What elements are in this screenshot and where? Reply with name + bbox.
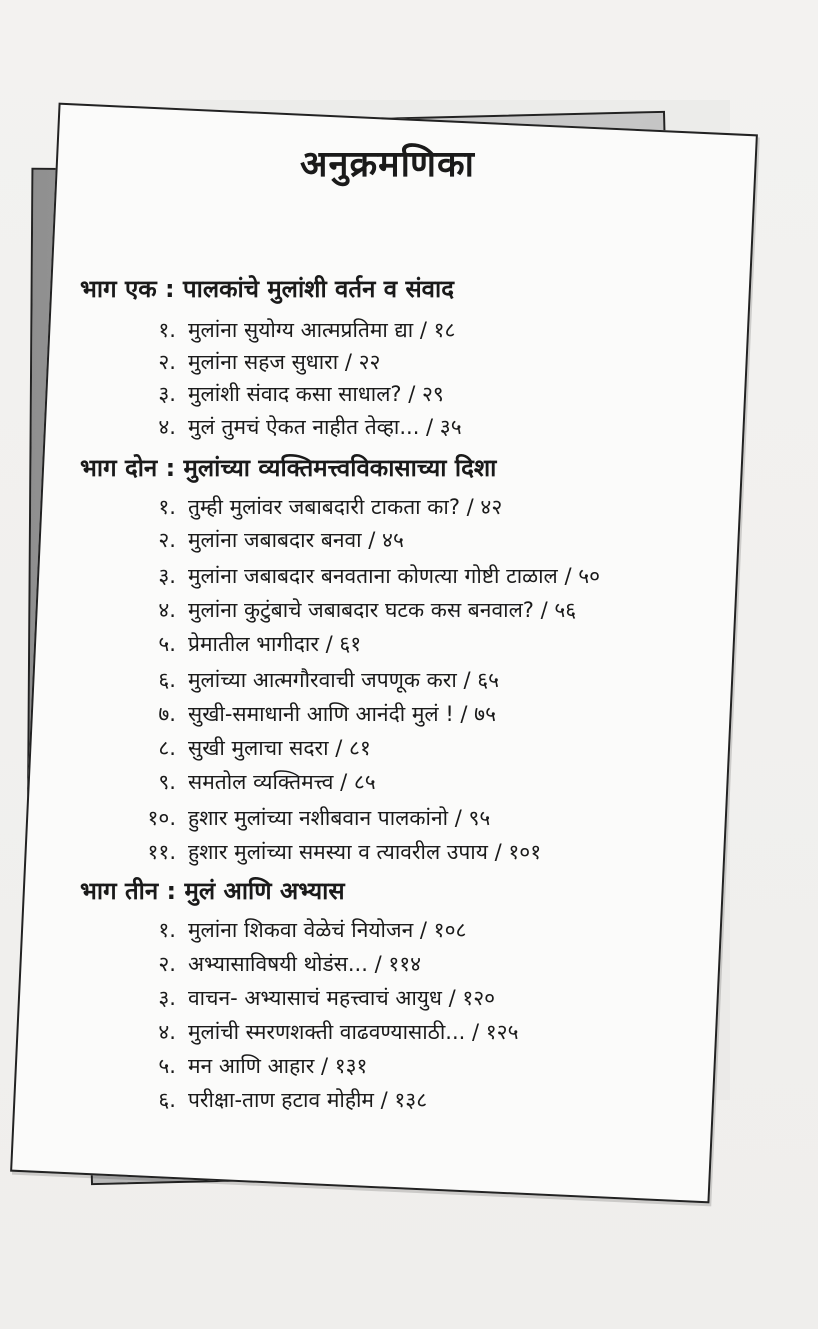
item-title: मुलांना सहज सुधारा / २२: [188, 350, 381, 374]
part-heading: भाग दोन : मुलांच्या व्यक्तिमत्त्वविकासाच्या दिशा: [80, 454, 497, 482]
item-title: मुलांच्या आत्मगौरवाची जपणूक करा / ६५: [188, 668, 500, 692]
list-item: [130, 630, 361, 658]
item-number: ११.: [147, 840, 176, 864]
item-title: सुखी-समाधानी आणि आनंदी मुलं ! / ७५: [188, 702, 497, 726]
list-item: [130, 984, 495, 1012]
list-item: [130, 734, 371, 762]
item-number: ४.: [158, 598, 176, 622]
list-item: [130, 316, 455, 344]
item-number: ९.: [158, 770, 176, 794]
item-title: समतोल व्यक्तिमत्त्व / ८५: [188, 770, 376, 794]
list-item: [130, 348, 380, 376]
item-title: मुलांना कुटुंबाचे जबाबदार घटक कस बनवाल? / ५६: [188, 598, 577, 622]
list-item: [130, 1018, 519, 1046]
item-title: वाचन- अभ्यासाचं महत्त्वाचं आयुध / १२०: [188, 986, 496, 1010]
list-item: [130, 666, 499, 694]
item-number: ७.: [158, 702, 176, 726]
item-number: २.: [158, 952, 176, 976]
item-title: हुशार मुलांच्या नशीबवान पालकांनो / ९५: [188, 806, 491, 830]
item-title: मुलं तुमचं ऐकत नाहीत तेव्हा... / ३५: [188, 415, 462, 439]
item-title: मुलांना शिकवा वेळेचं नियोजन / १०८: [188, 918, 467, 942]
item-title: सुखी मुलाचा सदरा / ८१: [188, 736, 371, 760]
item-number: ४.: [158, 1020, 176, 1044]
item-title: मुलांना जबाबदार बनवताना कोणत्या गोष्टी टाळाल / ५०: [188, 564, 601, 588]
list-item: [130, 838, 541, 866]
item-number: ५.: [158, 1054, 176, 1078]
item-number: १.: [158, 918, 176, 942]
list-item: [130, 950, 421, 978]
item-number: १.: [158, 318, 176, 342]
item-number: ४.: [158, 415, 176, 439]
list-item: [130, 1086, 427, 1114]
page-title: अनुक्रमणिका: [300, 144, 475, 185]
item-number: २.: [158, 528, 176, 552]
part-heading: भाग एक : पालकांचे मुलांशी वर्तन व संवाद: [80, 275, 454, 303]
item-title: तुम्ही मुलांवर जबाबदारी टाकता का? / ४२: [188, 495, 503, 519]
item-number: ६.: [158, 668, 176, 692]
item-number: ५.: [158, 632, 176, 656]
item-number: ६.: [158, 1088, 176, 1112]
item-title: मुलांची स्मरणशक्ती वाढवण्यासाठी... / १२५: [188, 1020, 519, 1044]
item-title: हुशार मुलांच्या समस्या व त्यावरील उपाय / १०१: [188, 840, 542, 864]
item-number: ३.: [158, 986, 176, 1010]
item-number: ८.: [158, 736, 176, 760]
item-number: १०.: [147, 806, 176, 830]
item-number: २.: [158, 350, 176, 374]
list-item: [130, 768, 376, 796]
item-title: मुलांना जबाबदार बनवा / ४५: [188, 528, 404, 552]
list-item: [130, 413, 462, 441]
list-item: [130, 380, 444, 408]
part-heading: भाग तीन : मुलं आणि अभ्यास: [80, 877, 345, 905]
list-item: [130, 526, 404, 554]
item-number: १.: [158, 495, 176, 519]
item-title: प्रेमातील भागीदार / ६१: [188, 632, 362, 656]
item-number: ३.: [158, 382, 176, 406]
list-item: [130, 916, 466, 944]
item-title: अभ्यासाविषयी थोडंस... / ११४: [188, 952, 422, 976]
item-title: परीक्षा-ताण हटाव मोहीम / १३८: [188, 1088, 428, 1112]
item-title: मुलांशी संवाद कसा साधाल? / २९: [188, 382, 444, 406]
item-title: मुलांना सुयोग्य आत्मप्रतिमा द्या / १८: [188, 318, 456, 342]
list-item: [130, 804, 490, 832]
item-title: मन आणि आहार / १३१: [188, 1054, 368, 1078]
list-item: [130, 562, 600, 590]
list-item: [130, 493, 502, 521]
list-item: [130, 596, 576, 624]
list-item: [130, 1052, 367, 1080]
item-number: ३.: [158, 564, 176, 588]
list-item: [130, 700, 496, 728]
